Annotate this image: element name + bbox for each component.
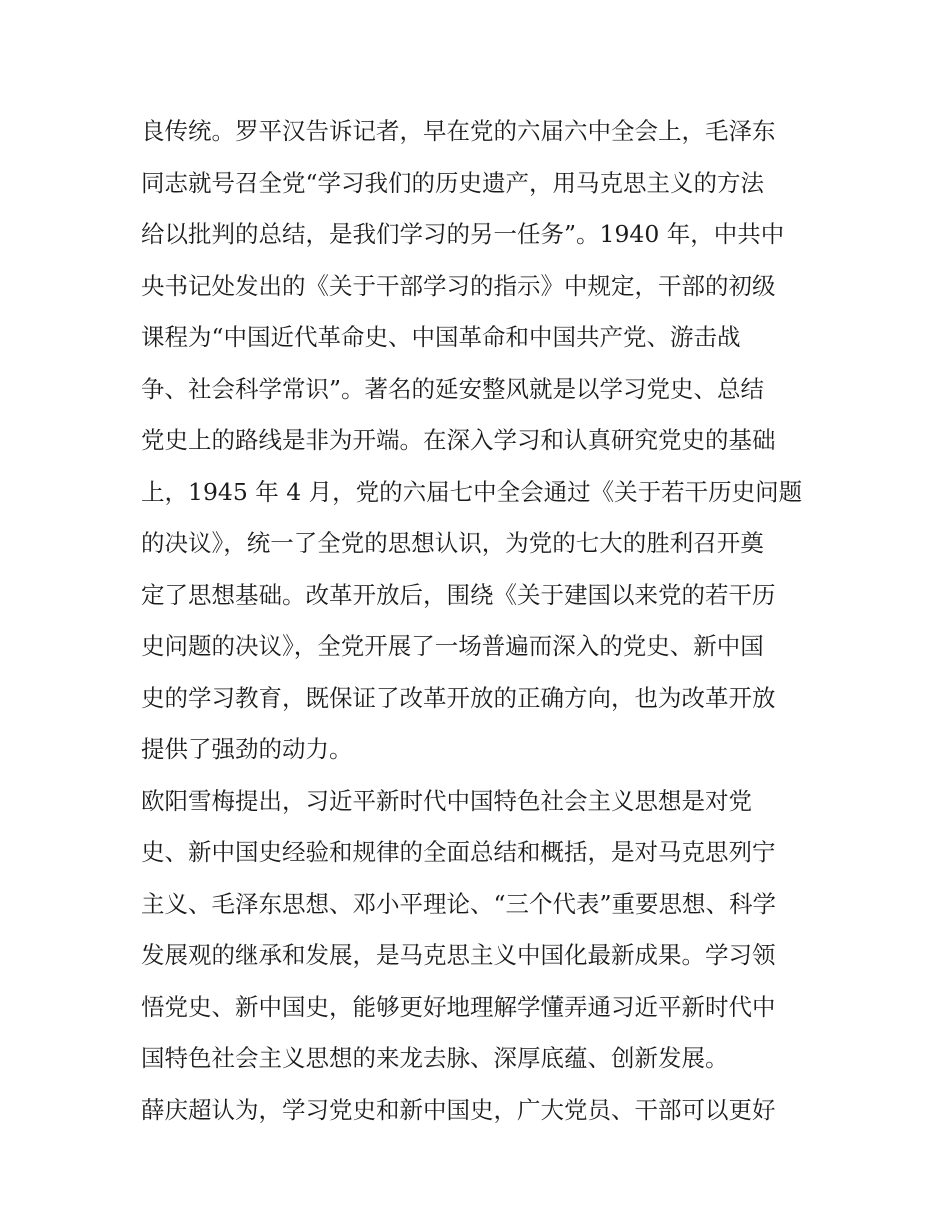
text-line: 同志就号召全党“学习我们的历史遗产，用马克思主义的方法 [141,168,765,197]
text-line: 史的学习教育，既保证了改革开放的正确方向，也为改革开放 [141,683,776,712]
text-line: 良传统。罗平汉告诉记者，早在党的六届六中全会上，毛泽东 [141,117,776,145]
text-line: 悟党史、新中国史，能够更好地理解学懂弄通习近平新时代中 [141,992,776,1021]
text-line: 史、新中国史经验和规律的全面总结和概括，是对马克思列宁 [141,838,776,866]
text-line: 发展观的继承和发展，是马克思主义中国化最新成果。学习领 [141,941,776,969]
text-line: 争、社会科学常识”。著名的延安整风就是以学习党史、总结 [141,374,765,403]
text-line: 课程为“中国近代革命史、中国革命和中国共产党、游击战 [141,323,741,351]
text-line: 党史上的路线是非为开端。在深入学习和认真研究党史的基础 [141,426,776,454]
text-line: 国特色社会主义思想的来龙去脉、深厚底蕴、创新发展。 [141,1044,729,1072]
body-text [141,106,821,1136]
text-line: 上，1945 年 4 月，党的六届七中全会通过《关于若干历史问题 [141,477,803,506]
text-line: 央书记处发出的《关于干部学习的指示》中规定，干部的初级 [141,271,776,300]
text-line: 欧阳雪梅提出，习近平新时代中国特色社会主义思想是对党 [141,786,752,815]
paragraph-1 [141,106,821,776]
text-line: 薛庆超认为，学习党史和新中国史，广大党员、干部可以更好 [141,1095,776,1124]
text-line: 给以批判的总结，是我们学习的另一任务”。1940 年，中共中 [141,220,785,248]
text-line: 定了思想基础。改革开放后，围绕《关于建国以来党的若干历 [141,580,776,609]
paragraph-2 [141,776,821,1085]
text-line: 的决议》，统一了全党的思想认识，为党的七大的胜利召开奠 [141,529,764,557]
paragraph-3 [141,1085,821,1137]
text-line: 主义、毛泽东思想、邓小平理论、“三个代表”重要思想、科学 [141,889,777,918]
text-line: 提供了强劲的动力。 [141,735,353,763]
text-line: 史问题的决议》，全党开展了一场普遍而深入的党史、新中国 [141,632,764,660]
